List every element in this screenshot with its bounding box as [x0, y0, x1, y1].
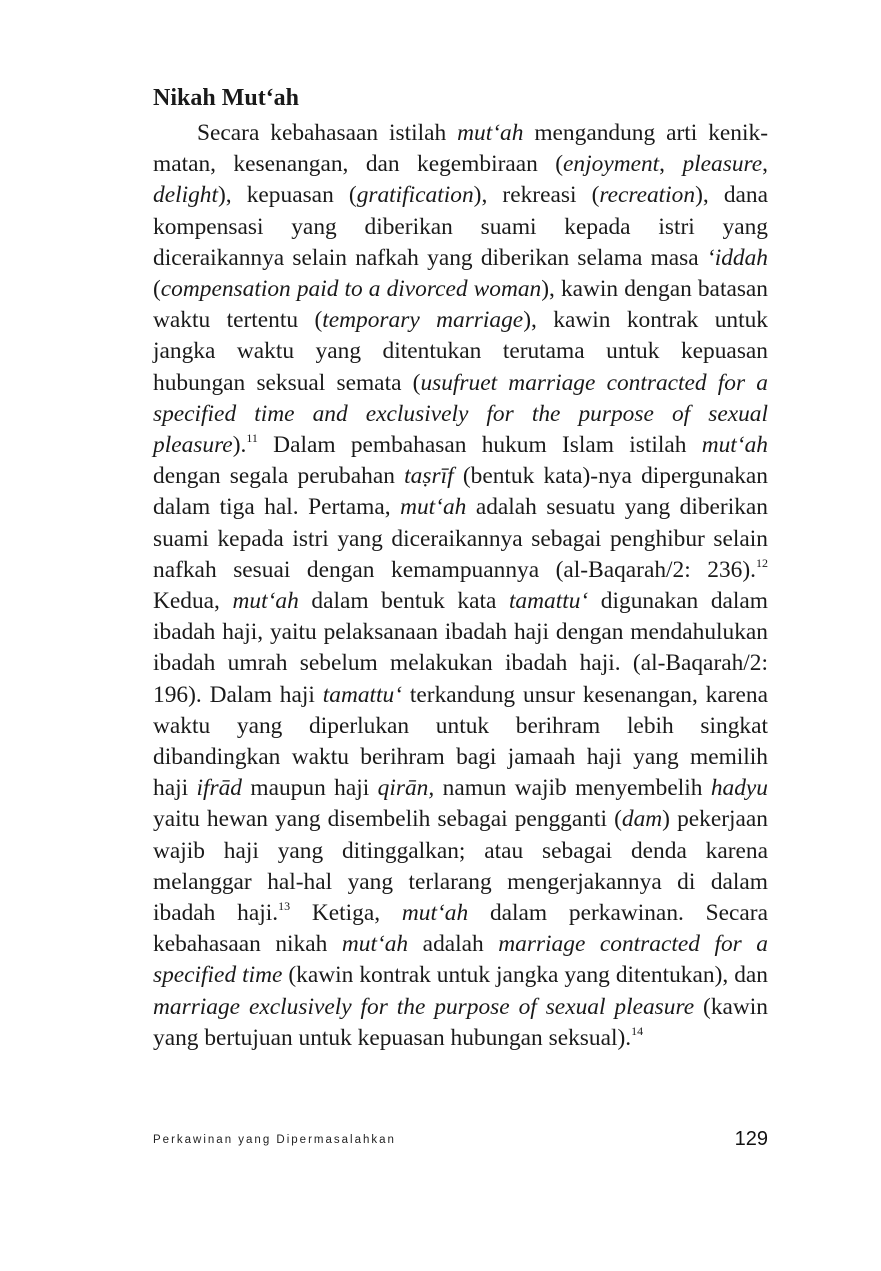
text-run: ), kepuasan (: [217, 182, 357, 209]
italic-term: ‘iddah: [706, 244, 768, 271]
text-run: ), kawin kontrak untuk jangka waktu yang ditentukan terutama untuk kepuasan hubungan seksual semata (: [153, 307, 768, 396]
text-run: Ketiga,: [290, 900, 402, 927]
text-run: adalah: [408, 931, 499, 958]
text-run: (kawin yang bertujuan untuk kepuasan hubungan seksual).: [153, 993, 768, 1051]
italic-term: mut‘ah: [401, 900, 469, 927]
text-run: dalam bentuk kata: [298, 588, 509, 615]
italic-term: compensation paid to a divorced woman: [160, 276, 542, 303]
text-run: ,: [659, 151, 683, 178]
text-run: terkandung unsur kesenangan, karena waktu yang diperlukan untuk berihram lebih singkat dibandingkan waktu berihram bagi jamaah haji yang memilih haji: [153, 681, 768, 802]
text-run: maupun haji: [242, 775, 378, 802]
section-heading: Nikah Mut‘ah: [153, 85, 300, 111]
text-run: (: [153, 276, 161, 303]
text-run: Kedua,: [153, 588, 233, 615]
italic-term: mut‘ah: [400, 494, 467, 521]
text-run: Dalam pembahasan hukum Islam istilah: [257, 432, 702, 459]
italic-term: marriage exclusively for the purpose of sexual pleasure: [153, 993, 695, 1020]
text-run: ), rekreasi (: [473, 182, 600, 209]
running-title: Perkawinan yang Dipermasalahkan: [153, 1134, 396, 1146]
footnote-ref: 11: [246, 431, 258, 446]
italic-term: delight: [153, 182, 218, 209]
text-run: namun wajib menyembelih: [434, 775, 711, 802]
italic-term: marriage contracted for a specified time: [153, 931, 768, 989]
italic-term: tamattu‘: [508, 588, 589, 615]
text-run: adalah sesuatu yang diberikan suami kepada istri yang diceraikannya sebagai penghibur selain nafkah sesuai dengan kemampuannya (al-Baqarah/2: 236).: [153, 494, 768, 583]
page-footer: [153, 1128, 768, 1158]
page-content: [153, 78, 768, 1054]
italic-term: pleasure: [682, 151, 763, 178]
italic-term: usufruet marriage contracted for a specified time and exclusively for the purpose of sexual pleasure: [153, 369, 768, 459]
text-run: yaitu hewan yang disembelih sebagai pengganti (: [153, 806, 622, 833]
text-run: Secara kebahasaan istilah: [197, 120, 458, 146]
text-run: ), kawin dengan batasan waktu tertentu (: [153, 276, 769, 334]
italic-term: mut‘ah: [457, 120, 524, 146]
footnote-ref: 14: [631, 1023, 644, 1038]
text-run: dengan segala perubahan: [153, 463, 405, 490]
text-run: ).: [232, 432, 247, 459]
text-run: (bentuk kata)-nya dipergunakan dalam tiga hal. Pertama,: [153, 463, 768, 521]
footnote-ref: 13: [278, 899, 291, 914]
italic-term: gratification: [356, 182, 474, 209]
italic-term: mut‘ah: [341, 931, 409, 958]
italic-term: dam: [621, 806, 663, 833]
italic-term: enjoyment: [563, 151, 660, 178]
text-run: dalam perkawinan. Secara kebahasaan nikah: [153, 900, 768, 958]
text-run: digunakan dalam ibadah haji, yaitu pelaksanaan ibadah haji dengan mendahulukan ibadah umrah sebelum melakukan ibadah haji. (al-Baqarah/2: 196). Dalam haji: [153, 588, 768, 708]
italic-term: temporary marriage: [322, 307, 524, 334]
italic-term: ifrād: [196, 775, 242, 802]
italic-term: mut‘ah: [701, 432, 768, 459]
body-paragraph: [153, 118, 768, 1054]
italic-term: recreation: [599, 182, 696, 209]
text-run: mengandung arti kenikmatan, kesenangan, dan kegembiraan (: [153, 120, 768, 178]
italic-term: taṣrīf: [404, 463, 454, 490]
text-run: ) pekerjaan wajib haji yang ditinggalkan; atau sebagai denda karena melanggar hal-hal yang terlarang mengerjakannya di dalam ibadah haji.: [153, 806, 768, 927]
page-number: 129: [734, 1128, 768, 1150]
italic-term: hadyu: [710, 775, 768, 802]
text-run: (kawin kontrak untuk jangka yang ditentukan), dan: [282, 962, 768, 989]
text-run: ,: [762, 151, 768, 178]
footnote-ref: 12: [756, 555, 768, 570]
italic-term: mut‘ah: [232, 588, 299, 615]
italic-term: tamattu‘: [322, 681, 403, 708]
italic-term: qirān,: [377, 775, 435, 802]
text-run: ), dana kompensasi yang diberikan suami kepada istri yang diceraikannya selain nafkah yang diberikan selama masa: [153, 182, 768, 271]
